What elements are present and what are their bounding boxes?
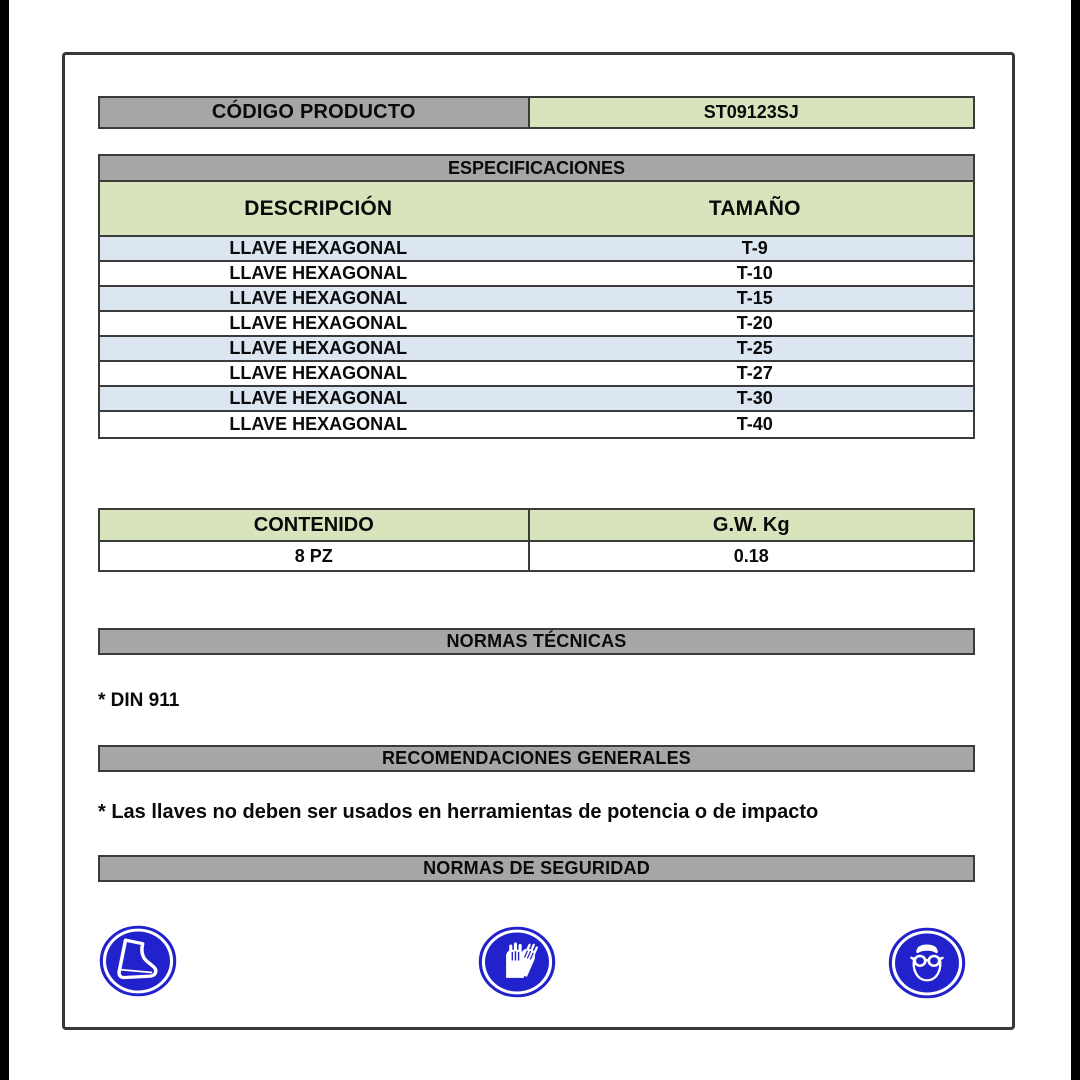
table-row	[100, 412, 973, 437]
cell-size: T-25	[736, 338, 773, 358]
cell-description: LLAVE HEXAGONAL	[229, 363, 408, 383]
column-header-contenido: CONTENIDO	[100, 510, 530, 540]
cell-content-qty: 8 PZ	[100, 542, 530, 570]
cell-description: LLAVE HEXAGONAL	[229, 388, 408, 408]
cell-description: LLAVE HEXAGONAL	[229, 313, 408, 333]
cell-description: LLAVE HEXAGONAL	[229, 238, 408, 258]
product-code-value: ST09123SJ	[530, 98, 973, 127]
table-row	[100, 337, 973, 362]
cell-description: LLAVE HEXAGONAL	[229, 263, 408, 283]
cell-size: T-15	[736, 288, 773, 308]
recommendations-note: * Las llaves no deben ser usados en herramientas de potencia o de impacto	[98, 801, 819, 823]
cell-size: T-40	[736, 414, 773, 434]
specifications-title: ESPECIFICACIONES	[100, 156, 973, 182]
specifications-table	[98, 154, 975, 439]
cell-size: T-9	[741, 238, 768, 258]
right-edge-bar	[1071, 0, 1080, 1080]
specifications-header-row	[100, 182, 973, 237]
cell-size: T-20	[736, 313, 773, 333]
cell-description: LLAVE HEXAGONAL	[229, 414, 408, 434]
table-row	[100, 387, 973, 412]
table-row	[100, 287, 973, 312]
table-row	[100, 312, 973, 337]
content-table	[98, 508, 975, 572]
content-header-row	[100, 510, 973, 542]
column-header-gw-kg: G.W. Kg	[712, 513, 790, 536]
table-row	[100, 237, 973, 262]
cell-size: T-30	[736, 388, 773, 408]
cell-description: LLAVE HEXAGONAL	[229, 288, 408, 308]
cell-size: T-27	[736, 363, 773, 383]
section-bar-normas-seguridad: NORMAS DE SEGURIDAD	[98, 855, 975, 882]
product-code-table	[98, 96, 975, 129]
technical-standard-note: * DIN 911	[98, 690, 180, 711]
specifications-body	[100, 237, 973, 437]
cell-description: LLAVE HEXAGONAL	[229, 338, 408, 358]
column-header-description: DESCRIPCIÓN	[244, 196, 393, 220]
safety-boots-icon	[99, 925, 177, 997]
safety-goggles-icon	[888, 927, 966, 999]
cell-gross-weight: 0.18	[733, 545, 769, 566]
cell-size: T-10	[736, 263, 773, 283]
safety-gloves-icon	[478, 926, 556, 998]
section-bar-normas-tecnicas: NORMAS TÉCNICAS	[98, 628, 975, 655]
table-row	[100, 362, 973, 387]
table-row	[100, 262, 973, 287]
product-code-label: CÓDIGO PRODUCTO	[100, 98, 530, 127]
column-header-size: TAMAÑO	[708, 196, 801, 220]
section-bar-recomendaciones: RECOMENDACIONES GENERALES	[98, 745, 975, 772]
left-edge-bar	[0, 0, 9, 1080]
content-values-row	[100, 542, 973, 570]
